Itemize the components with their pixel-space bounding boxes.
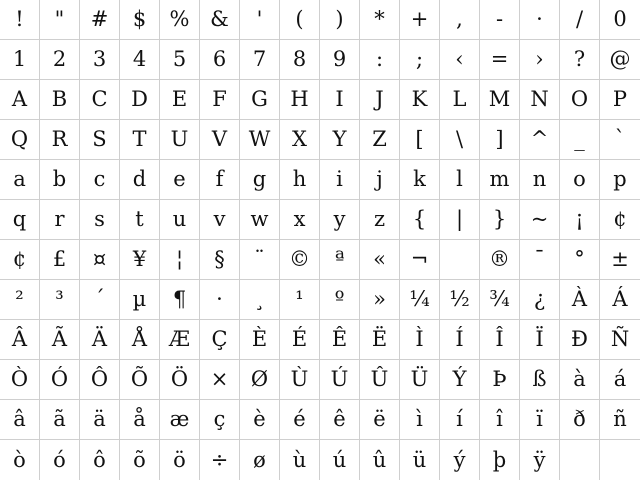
glyph-cell[interactable]: M — [480, 80, 520, 120]
glyph-cell[interactable]: U — [160, 120, 200, 160]
glyph-cell[interactable]: S — [80, 120, 120, 160]
glyph-cell[interactable]: t — [120, 200, 160, 240]
glyph-cell[interactable]: õ — [120, 440, 160, 480]
glyph-cell[interactable]: 8 — [280, 40, 320, 80]
glyph-cell[interactable]: ] — [480, 120, 520, 160]
glyph-cell[interactable]: Í — [440, 320, 480, 360]
glyph-cell[interactable]: * — [360, 0, 400, 40]
glyph-cell[interactable]: ¹ — [280, 280, 320, 320]
glyph-cell[interactable]: z — [360, 200, 400, 240]
glyph-cell[interactable]: Þ — [480, 360, 520, 400]
glyph-cell[interactable]: ´ — [80, 280, 120, 320]
glyph-cell[interactable]: ¬ — [400, 240, 440, 280]
glyph-cell[interactable]: V — [200, 120, 240, 160]
glyph-cell[interactable]: ¢ — [600, 200, 640, 240]
glyph-cell[interactable]: · — [200, 280, 240, 320]
glyph-cell[interactable]: Ò — [0, 360, 40, 400]
glyph-cell[interactable]: / — [560, 0, 600, 40]
glyph-cell[interactable]: ß — [520, 360, 560, 400]
glyph-cell[interactable]: $ — [120, 0, 160, 40]
glyph-cell[interactable]: £ — [40, 240, 80, 280]
glyph-cell[interactable]: â — [0, 400, 40, 440]
glyph-cell[interactable]: | — [440, 200, 480, 240]
glyph-cell[interactable]: ¼ — [400, 280, 440, 320]
glyph-cell[interactable]: 7 — [240, 40, 280, 80]
glyph-cell[interactable]: µ — [120, 280, 160, 320]
glyph-cell[interactable]: x — [280, 200, 320, 240]
glyph-cell[interactable]: p — [600, 160, 640, 200]
glyph-cell[interactable]: ? — [560, 40, 600, 80]
glyph-cell[interactable]: © — [280, 240, 320, 280]
glyph-cell[interactable]: q — [0, 200, 40, 240]
glyph-cell[interactable]: H — [280, 80, 320, 120]
glyph-cell[interactable]: ^ — [520, 120, 560, 160]
glyph-cell[interactable]: î — [480, 400, 520, 440]
glyph-cell[interactable]: è — [240, 400, 280, 440]
glyph-cell[interactable]: n — [520, 160, 560, 200]
glyph-cell[interactable]: Õ — [120, 360, 160, 400]
glyph-cell[interactable]: É — [280, 320, 320, 360]
glyph-cell[interactable]: g — [240, 160, 280, 200]
glyph-cell[interactable]: 9 — [320, 40, 360, 80]
glyph-cell[interactable]: [ — [400, 120, 440, 160]
glyph-cell[interactable]: Ä — [80, 320, 120, 360]
glyph-cell[interactable]: Ù — [280, 360, 320, 400]
glyph-cell[interactable]: ë — [360, 400, 400, 440]
glyph-cell[interactable]: Ì — [400, 320, 440, 360]
glyph-cell[interactable]: o — [560, 160, 600, 200]
glyph-cell[interactable]: ñ — [600, 400, 640, 440]
glyph-cell[interactable]: þ — [480, 440, 520, 480]
glyph-cell[interactable]: B — [40, 80, 80, 120]
glyph-cell[interactable]: Å — [120, 320, 160, 360]
glyph-cell[interactable]: ) — [320, 0, 360, 40]
glyph-cell[interactable]: é — [280, 400, 320, 440]
glyph-cell[interactable]: Ó — [40, 360, 80, 400]
glyph-cell[interactable]: ò — [0, 440, 40, 480]
glyph-cell[interactable]: È — [240, 320, 280, 360]
glyph-cell[interactable]: æ — [160, 400, 200, 440]
glyph-cell[interactable]: Ô — [80, 360, 120, 400]
glyph-cell[interactable]: Q — [0, 120, 40, 160]
glyph-cell[interactable]: Ö — [160, 360, 200, 400]
glyph-cell[interactable]: ô — [80, 440, 120, 480]
glyph-cell[interactable]: ý — [440, 440, 480, 480]
glyph-cell[interactable]: Á — [600, 280, 640, 320]
glyph-cell[interactable]: ¿ — [520, 280, 560, 320]
glyph-cell[interactable]: } — [480, 200, 520, 240]
glyph-cell[interactable]: d — [120, 160, 160, 200]
glyph-cell[interactable]: ¨ — [240, 240, 280, 280]
glyph-cell[interactable]: Ë — [360, 320, 400, 360]
glyph-cell[interactable] — [440, 240, 480, 280]
glyph-cell[interactable]: ½ — [440, 280, 480, 320]
glyph-cell[interactable]: b — [40, 160, 80, 200]
glyph-cell[interactable]: Æ — [160, 320, 200, 360]
glyph-cell[interactable]: À — [560, 280, 600, 320]
glyph-cell[interactable]: : — [360, 40, 400, 80]
glyph-cell[interactable]: f — [200, 160, 240, 200]
glyph-cell[interactable]: Ã — [40, 320, 80, 360]
glyph-cell[interactable]: ÿ — [520, 440, 560, 480]
glyph-cell[interactable]: ¥ — [120, 240, 160, 280]
glyph-cell[interactable]: a — [0, 160, 40, 200]
glyph-cell[interactable]: Î — [480, 320, 520, 360]
glyph-cell[interactable]: P — [600, 80, 640, 120]
glyph-cell[interactable]: ö — [160, 440, 200, 480]
glyph-cell[interactable]: ° — [560, 240, 600, 280]
glyph-cell[interactable]: k — [400, 160, 440, 200]
glyph-cell[interactable]: W — [240, 120, 280, 160]
glyph-cell[interactable]: ² — [0, 280, 40, 320]
glyph-cell[interactable]: í — [440, 400, 480, 440]
glyph-cell[interactable]: h — [280, 160, 320, 200]
glyph-cell[interactable]: Ø — [240, 360, 280, 400]
glyph-cell[interactable]: ï — [520, 400, 560, 440]
glyph-cell[interactable]: T — [120, 120, 160, 160]
glyph-cell[interactable]: r — [40, 200, 80, 240]
glyph-cell[interactable]: ó — [40, 440, 80, 480]
glyph-cell[interactable]: = — [480, 40, 520, 80]
glyph-cell[interactable]: N — [520, 80, 560, 120]
glyph-cell[interactable]: A — [0, 80, 40, 120]
glyph-cell[interactable]: D — [120, 80, 160, 120]
glyph-cell[interactable]: O — [560, 80, 600, 120]
glyph-cell[interactable]: Ý — [440, 360, 480, 400]
glyph-cell[interactable]: ® — [480, 240, 520, 280]
glyph-cell[interactable]: ± — [600, 240, 640, 280]
glyph-cell[interactable]: 6 — [200, 40, 240, 80]
glyph-cell[interactable]: G — [240, 80, 280, 120]
glyph-cell[interactable]: Ê — [320, 320, 360, 360]
glyph-cell[interactable]: ä — [80, 400, 120, 440]
glyph-cell[interactable]: ã — [40, 400, 80, 440]
glyph-cell[interactable]: - — [480, 0, 520, 40]
glyph-cell[interactable] — [600, 440, 640, 480]
glyph-cell[interactable]: Z — [360, 120, 400, 160]
glyph-cell[interactable]: º — [320, 280, 360, 320]
glyph-cell[interactable]: Ð — [560, 320, 600, 360]
glyph-cell[interactable]: Ñ — [600, 320, 640, 360]
glyph-cell[interactable]: ç — [200, 400, 240, 440]
glyph-cell[interactable]: m — [480, 160, 520, 200]
glyph-cell[interactable]: ` — [600, 120, 640, 160]
glyph-cell[interactable]: # — [80, 0, 120, 40]
glyph-cell[interactable]: & — [200, 0, 240, 40]
glyph-cell[interactable]: ¸ — [240, 280, 280, 320]
glyph-cell[interactable]: , — [440, 0, 480, 40]
glyph-cell[interactable]: ú — [320, 440, 360, 480]
glyph-cell[interactable]: ¢ — [0, 240, 40, 280]
glyph-cell[interactable]: × — [200, 360, 240, 400]
glyph-cell[interactable]: l — [440, 160, 480, 200]
glyph-cell[interactable]: c — [80, 160, 120, 200]
glyph-cell[interactable]: ; — [400, 40, 440, 80]
glyph-cell[interactable]: + — [400, 0, 440, 40]
glyph-cell[interactable]: ! — [0, 0, 40, 40]
glyph-cell[interactable]: á — [600, 360, 640, 400]
glyph-cell[interactable]: ¾ — [480, 280, 520, 320]
glyph-cell[interactable]: 2 — [40, 40, 80, 80]
glyph-cell[interactable]: { — [400, 200, 440, 240]
glyph-cell[interactable]: ¶ — [160, 280, 200, 320]
glyph-cell[interactable]: j — [360, 160, 400, 200]
glyph-cell[interactable]: ( — [280, 0, 320, 40]
glyph-cell[interactable]: Ç — [200, 320, 240, 360]
glyph-cell[interactable]: \ — [440, 120, 480, 160]
glyph-cell[interactable]: Ü — [400, 360, 440, 400]
glyph-cell[interactable]: v — [200, 200, 240, 240]
glyph-cell[interactable]: R — [40, 120, 80, 160]
glyph-cell[interactable]: à — [560, 360, 600, 400]
glyph-cell[interactable]: L — [440, 80, 480, 120]
glyph-cell[interactable]: J — [360, 80, 400, 120]
glyph-cell[interactable]: s — [80, 200, 120, 240]
glyph-cell[interactable]: ' — [240, 0, 280, 40]
glyph-cell[interactable]: å — [120, 400, 160, 440]
glyph-cell[interactable]: F — [200, 80, 240, 120]
glyph-cell[interactable]: X — [280, 120, 320, 160]
glyph-cell[interactable]: » — [360, 280, 400, 320]
glyph-cell[interactable]: Â — [0, 320, 40, 360]
glyph-cell[interactable]: ª — [320, 240, 360, 280]
glyph-cell[interactable]: K — [400, 80, 440, 120]
glyph-cell[interactable]: ~ — [520, 200, 560, 240]
glyph-cell[interactable]: w — [240, 200, 280, 240]
glyph-cell[interactable]: % — [160, 0, 200, 40]
glyph-cell[interactable]: I — [320, 80, 360, 120]
glyph-cell[interactable]: @ — [600, 40, 640, 80]
glyph-cell[interactable]: û — [360, 440, 400, 480]
glyph-cell[interactable]: 0 — [600, 0, 640, 40]
glyph-cell[interactable]: ê — [320, 400, 360, 440]
glyph-cell[interactable]: ¯ — [520, 240, 560, 280]
glyph-cell[interactable] — [560, 440, 600, 480]
glyph-cell[interactable]: § — [200, 240, 240, 280]
glyph-cell[interactable]: ¤ — [80, 240, 120, 280]
glyph-cell[interactable]: _ — [560, 120, 600, 160]
glyph-cell[interactable]: 5 — [160, 40, 200, 80]
glyph-cell[interactable]: 1 — [0, 40, 40, 80]
glyph-cell[interactable]: Y — [320, 120, 360, 160]
glyph-cell[interactable]: ‹ — [440, 40, 480, 80]
glyph-cell[interactable]: i — [320, 160, 360, 200]
glyph-cell[interactable]: « — [360, 240, 400, 280]
glyph-cell[interactable]: y — [320, 200, 360, 240]
glyph-cell[interactable]: ø — [240, 440, 280, 480]
glyph-cell[interactable]: ì — [400, 400, 440, 440]
glyph-cell[interactable]: ù — [280, 440, 320, 480]
glyph-cell[interactable]: ü — [400, 440, 440, 480]
glyph-cell[interactable]: 4 — [120, 40, 160, 80]
glyph-cell[interactable]: u — [160, 200, 200, 240]
glyph-cell[interactable]: 3 — [80, 40, 120, 80]
glyph-cell[interactable]: ð — [560, 400, 600, 440]
glyph-cell[interactable]: Û — [360, 360, 400, 400]
glyph-cell[interactable]: › — [520, 40, 560, 80]
glyph-cell[interactable]: · — [520, 0, 560, 40]
glyph-cell[interactable]: ¦ — [160, 240, 200, 280]
glyph-cell[interactable]: ÷ — [200, 440, 240, 480]
glyph-cell[interactable]: Ú — [320, 360, 360, 400]
glyph-cell[interactable]: C — [80, 80, 120, 120]
glyph-cell[interactable]: " — [40, 0, 80, 40]
glyph-cell[interactable]: E — [160, 80, 200, 120]
glyph-cell[interactable]: Ï — [520, 320, 560, 360]
glyph-cell[interactable]: ¡ — [560, 200, 600, 240]
glyph-cell[interactable]: ³ — [40, 280, 80, 320]
glyph-cell[interactable]: e — [160, 160, 200, 200]
